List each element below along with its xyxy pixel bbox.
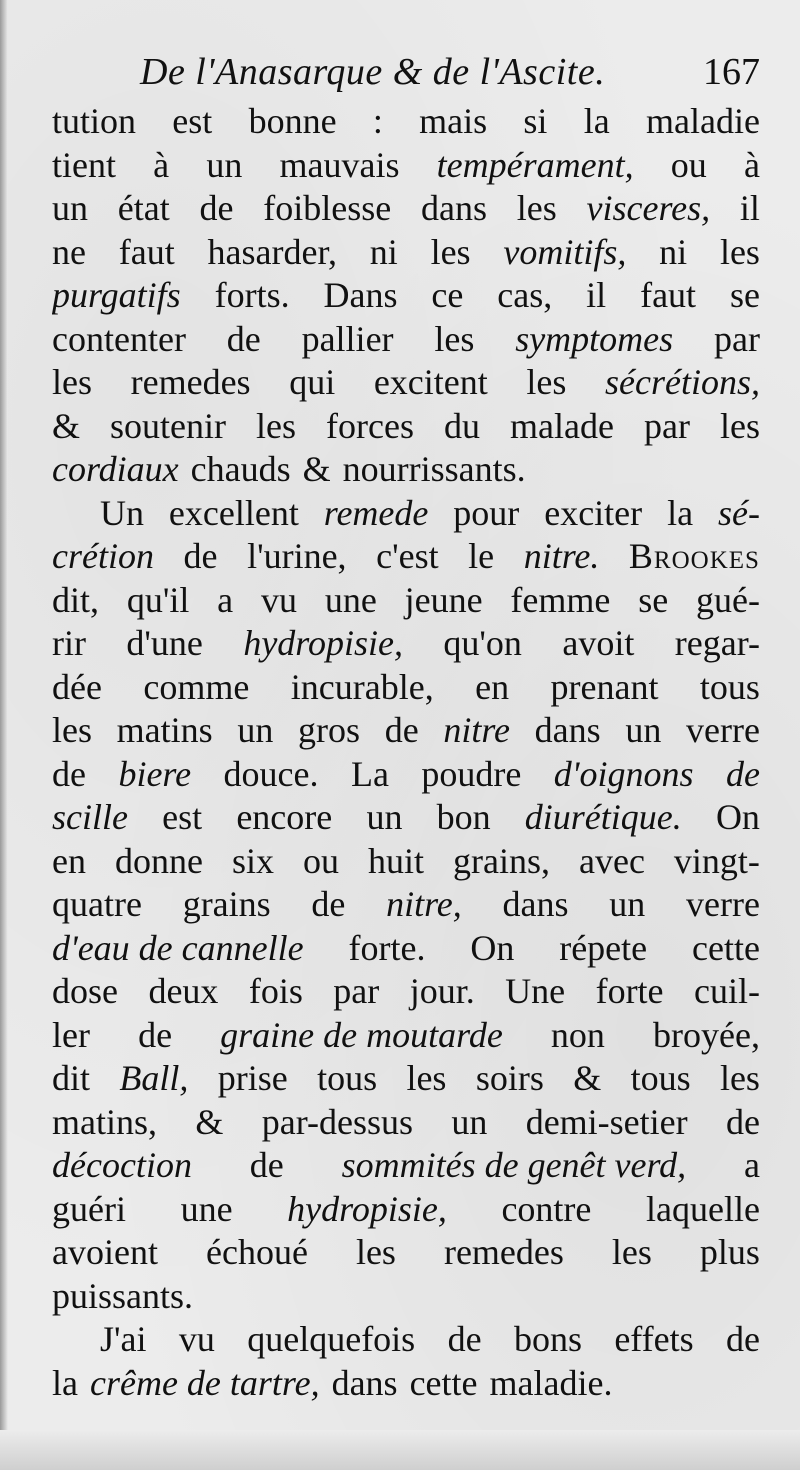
word: rir xyxy=(52,623,86,663)
word: de xyxy=(725,753,760,794)
word: On xyxy=(470,927,515,968)
text-line xyxy=(52,1014,760,1058)
word: d'une xyxy=(126,623,203,663)
text-line xyxy=(52,1318,760,1362)
word: de xyxy=(138,1014,173,1055)
word: de xyxy=(726,1101,760,1142)
running-head-title: De l'Anasarque & de l'Ascite. xyxy=(140,51,606,93)
word: un xyxy=(52,188,88,228)
word: Un xyxy=(100,492,144,533)
word: c'est xyxy=(376,536,439,576)
word: état xyxy=(117,188,170,228)
word: demi-setier xyxy=(525,1101,688,1142)
word: décoction xyxy=(52,1145,192,1185)
word: tution xyxy=(52,101,137,141)
word: les xyxy=(719,1058,760,1098)
word: Brookes xyxy=(628,536,760,576)
word: ler xyxy=(52,1014,90,1055)
word: femme xyxy=(510,579,611,620)
word: nitre xyxy=(443,710,510,750)
word: incurable, xyxy=(290,666,434,707)
word: pallier xyxy=(301,318,394,359)
page-bottom-shade xyxy=(0,1430,800,1470)
word: dée xyxy=(52,666,102,707)
word: prise xyxy=(217,1058,288,1098)
word: dans xyxy=(331,1362,398,1403)
word: purgatifs xyxy=(52,275,181,315)
text-line xyxy=(52,927,760,971)
word: biere xyxy=(118,753,192,794)
word: de xyxy=(226,318,261,359)
word: une xyxy=(324,579,377,620)
word: ou xyxy=(302,840,339,881)
word: les xyxy=(526,362,567,402)
word: nourrissants. xyxy=(342,449,526,489)
word: maladie xyxy=(645,101,760,141)
text-line xyxy=(52,753,760,797)
word: malade xyxy=(510,405,614,446)
text-line xyxy=(52,274,760,318)
word: faut xyxy=(640,275,697,315)
word: vu xyxy=(178,1319,215,1359)
word: tous xyxy=(699,666,760,707)
word: forces xyxy=(326,405,414,446)
word: ni xyxy=(659,231,688,272)
word: remede xyxy=(323,492,429,533)
word: par xyxy=(644,405,690,446)
word: cette xyxy=(692,927,760,968)
word: ce xyxy=(431,275,464,315)
word: de xyxy=(384,710,419,750)
word: ou xyxy=(670,144,707,185)
word: hydropisie, xyxy=(243,623,403,663)
word: huit xyxy=(367,840,424,881)
text-line xyxy=(52,231,760,275)
word: & xyxy=(52,405,81,446)
text-line xyxy=(52,535,760,579)
word: faut xyxy=(118,231,175,272)
word: On xyxy=(715,797,760,837)
word: de xyxy=(311,884,346,924)
word: la xyxy=(667,492,694,533)
word: grains, xyxy=(453,840,550,881)
word: vingt- xyxy=(673,840,760,881)
word: les xyxy=(355,1232,396,1272)
word: sécrétions, xyxy=(605,362,760,402)
word: guéri xyxy=(52,1188,126,1229)
word: forte xyxy=(595,971,664,1011)
word: il xyxy=(586,275,607,315)
word: bon xyxy=(436,797,491,837)
word: a xyxy=(217,579,234,620)
word: Une xyxy=(505,971,566,1011)
word: mais xyxy=(419,101,488,141)
word: si xyxy=(523,101,548,141)
text-line xyxy=(52,100,760,144)
page-edge-shadow xyxy=(0,0,8,1470)
word: non xyxy=(550,1014,605,1055)
word: tous xyxy=(317,1058,378,1098)
word: avec xyxy=(578,840,645,881)
word: regar- xyxy=(674,623,760,663)
word: ni xyxy=(369,231,398,272)
word: une xyxy=(180,1188,233,1229)
word: un xyxy=(609,884,646,924)
word: laquelle xyxy=(646,1188,760,1229)
word: les xyxy=(719,231,760,272)
word: hasarder, xyxy=(207,231,337,272)
running-head xyxy=(140,50,760,96)
word: d'oignons xyxy=(553,753,694,794)
word: un xyxy=(206,144,243,185)
word: les xyxy=(434,318,475,359)
word: sé- xyxy=(717,492,760,533)
word: a xyxy=(744,1145,760,1185)
word: un xyxy=(625,710,662,750)
text-line xyxy=(52,709,760,753)
text-line xyxy=(52,1231,760,1275)
word: visceres, xyxy=(586,188,711,228)
word: dans xyxy=(420,188,487,228)
text-line xyxy=(52,1188,760,1232)
word: jour. xyxy=(409,971,475,1011)
word: donne xyxy=(114,840,203,881)
word: se xyxy=(729,275,760,315)
word: symptomes xyxy=(515,318,674,359)
word: deux xyxy=(148,971,219,1011)
word: foiblesse xyxy=(263,188,392,228)
page-number: 167 xyxy=(703,51,760,93)
word: crétion xyxy=(52,536,154,576)
word: effets xyxy=(614,1319,694,1359)
word: Ball, xyxy=(119,1058,189,1098)
word: hydropisie, xyxy=(287,1188,447,1229)
word: les xyxy=(52,710,92,750)
word: l'urine, xyxy=(247,536,347,576)
word: dit xyxy=(52,1058,91,1098)
word: broyée, xyxy=(653,1014,760,1055)
text-line xyxy=(52,361,760,405)
word: fois xyxy=(248,971,303,1011)
word: gros xyxy=(298,710,361,750)
word: Dans xyxy=(323,275,398,315)
word: tempérament, xyxy=(436,144,634,185)
word: avoit xyxy=(562,623,635,663)
word: les xyxy=(406,1058,447,1098)
word: & xyxy=(302,449,331,489)
word: répete xyxy=(559,927,648,968)
word: tient xyxy=(52,144,116,185)
word: plus xyxy=(699,1232,760,1272)
text-line xyxy=(52,144,760,188)
word: est xyxy=(162,797,203,837)
word: avoient xyxy=(52,1232,158,1272)
word: chauds xyxy=(190,449,291,489)
word: quatre xyxy=(52,884,142,924)
word: poudre xyxy=(421,753,522,794)
word: excitent xyxy=(373,362,488,402)
word: par xyxy=(714,318,760,359)
word: encore xyxy=(236,797,333,837)
word: quelquefois xyxy=(247,1319,416,1359)
text-line xyxy=(52,1362,760,1406)
word: : xyxy=(372,101,383,141)
word: jeune xyxy=(404,579,483,620)
word: les xyxy=(516,188,557,228)
word: La xyxy=(350,753,389,794)
word: est xyxy=(172,101,213,141)
word: les xyxy=(611,1232,652,1272)
word: matins, xyxy=(52,1101,157,1142)
word: contenter xyxy=(52,318,186,359)
word: scille xyxy=(52,797,128,837)
word: les xyxy=(256,405,297,446)
word: la xyxy=(583,101,610,141)
word: & xyxy=(195,1101,224,1142)
word: prenant xyxy=(550,666,659,707)
word: crême de tartre, xyxy=(89,1362,320,1403)
word: comme xyxy=(143,666,250,707)
word: cordiaux xyxy=(52,449,179,489)
word: la xyxy=(52,1362,78,1403)
word: matins xyxy=(116,710,213,750)
word: ne xyxy=(52,231,86,272)
text-line xyxy=(52,579,760,623)
word: à xyxy=(743,144,760,185)
word: verre xyxy=(685,884,760,924)
word: dans xyxy=(502,884,569,924)
word: de xyxy=(52,753,86,794)
word: bonne xyxy=(248,101,337,141)
word: les xyxy=(430,231,471,272)
word: six xyxy=(231,840,274,881)
text-line xyxy=(52,970,760,1014)
word: cuil- xyxy=(693,971,760,1011)
word: nitre. xyxy=(523,536,600,576)
word: qui xyxy=(289,362,336,402)
text-line xyxy=(52,1101,760,1145)
word: les xyxy=(719,405,760,446)
word: se xyxy=(638,579,669,620)
word: de xyxy=(726,1319,760,1359)
word: par-dessus xyxy=(261,1101,413,1142)
word: dit, xyxy=(52,579,100,620)
text-line xyxy=(52,622,760,666)
word: pour xyxy=(453,492,520,533)
word: soirs xyxy=(475,1058,544,1098)
word: graine de moutarde xyxy=(220,1014,503,1055)
word: sommités de genêt verd, xyxy=(341,1145,687,1185)
text-line xyxy=(52,448,760,492)
text-line xyxy=(52,840,760,884)
word: J'ai xyxy=(100,1319,147,1359)
word: douce. xyxy=(223,753,319,794)
text-line xyxy=(52,187,760,231)
word: à xyxy=(153,144,170,185)
word: un xyxy=(366,797,403,837)
word: d'eau de cannelle xyxy=(52,927,304,968)
word: exciter xyxy=(544,492,643,533)
word: cas, xyxy=(497,275,553,315)
text-line xyxy=(52,883,760,927)
word: échoué xyxy=(205,1232,308,1272)
word: il xyxy=(739,188,760,228)
word: les xyxy=(52,362,92,402)
word: forts. xyxy=(214,275,290,315)
word: excellent xyxy=(168,492,299,533)
word: bons xyxy=(513,1319,582,1359)
text-line xyxy=(52,318,760,362)
word: forte. xyxy=(348,927,426,968)
text-line xyxy=(52,666,760,710)
word: soutenir xyxy=(110,405,227,446)
word: un xyxy=(451,1101,488,1142)
word: puissants. xyxy=(52,1275,194,1316)
text-line xyxy=(52,796,760,840)
text-line xyxy=(52,492,760,536)
word: le xyxy=(468,536,495,576)
word: tous xyxy=(630,1058,691,1098)
word: de xyxy=(447,1319,482,1359)
word: remedes xyxy=(443,1232,564,1272)
word: de xyxy=(249,1145,284,1185)
word: remedes xyxy=(130,362,251,402)
word: verre xyxy=(686,710,760,750)
word: dose xyxy=(52,971,118,1011)
word: nitre, xyxy=(386,884,462,924)
word: en xyxy=(475,666,510,707)
word: par xyxy=(333,971,380,1011)
word: qu'on xyxy=(443,623,522,663)
word: en xyxy=(52,840,86,881)
word: maladie. xyxy=(489,1362,613,1403)
word: du xyxy=(444,405,481,446)
word: de xyxy=(199,188,234,228)
text-line xyxy=(52,1275,760,1319)
word: qu'il xyxy=(126,579,190,620)
word: vomitifs, xyxy=(503,231,627,272)
word: & xyxy=(573,1058,602,1098)
word: cette xyxy=(409,1362,478,1403)
word: un xyxy=(237,710,274,750)
text-line xyxy=(52,1144,760,1188)
word: vu xyxy=(260,579,297,620)
word: grains xyxy=(182,884,271,924)
word: mauvais xyxy=(279,144,400,185)
word: gué- xyxy=(696,579,760,620)
word: contre xyxy=(501,1188,592,1229)
word: de xyxy=(183,536,218,576)
text-line xyxy=(52,405,760,449)
word: diurétique. xyxy=(524,797,682,837)
text-line xyxy=(52,1057,760,1101)
word: dans xyxy=(534,710,601,750)
body-text xyxy=(52,100,760,1405)
